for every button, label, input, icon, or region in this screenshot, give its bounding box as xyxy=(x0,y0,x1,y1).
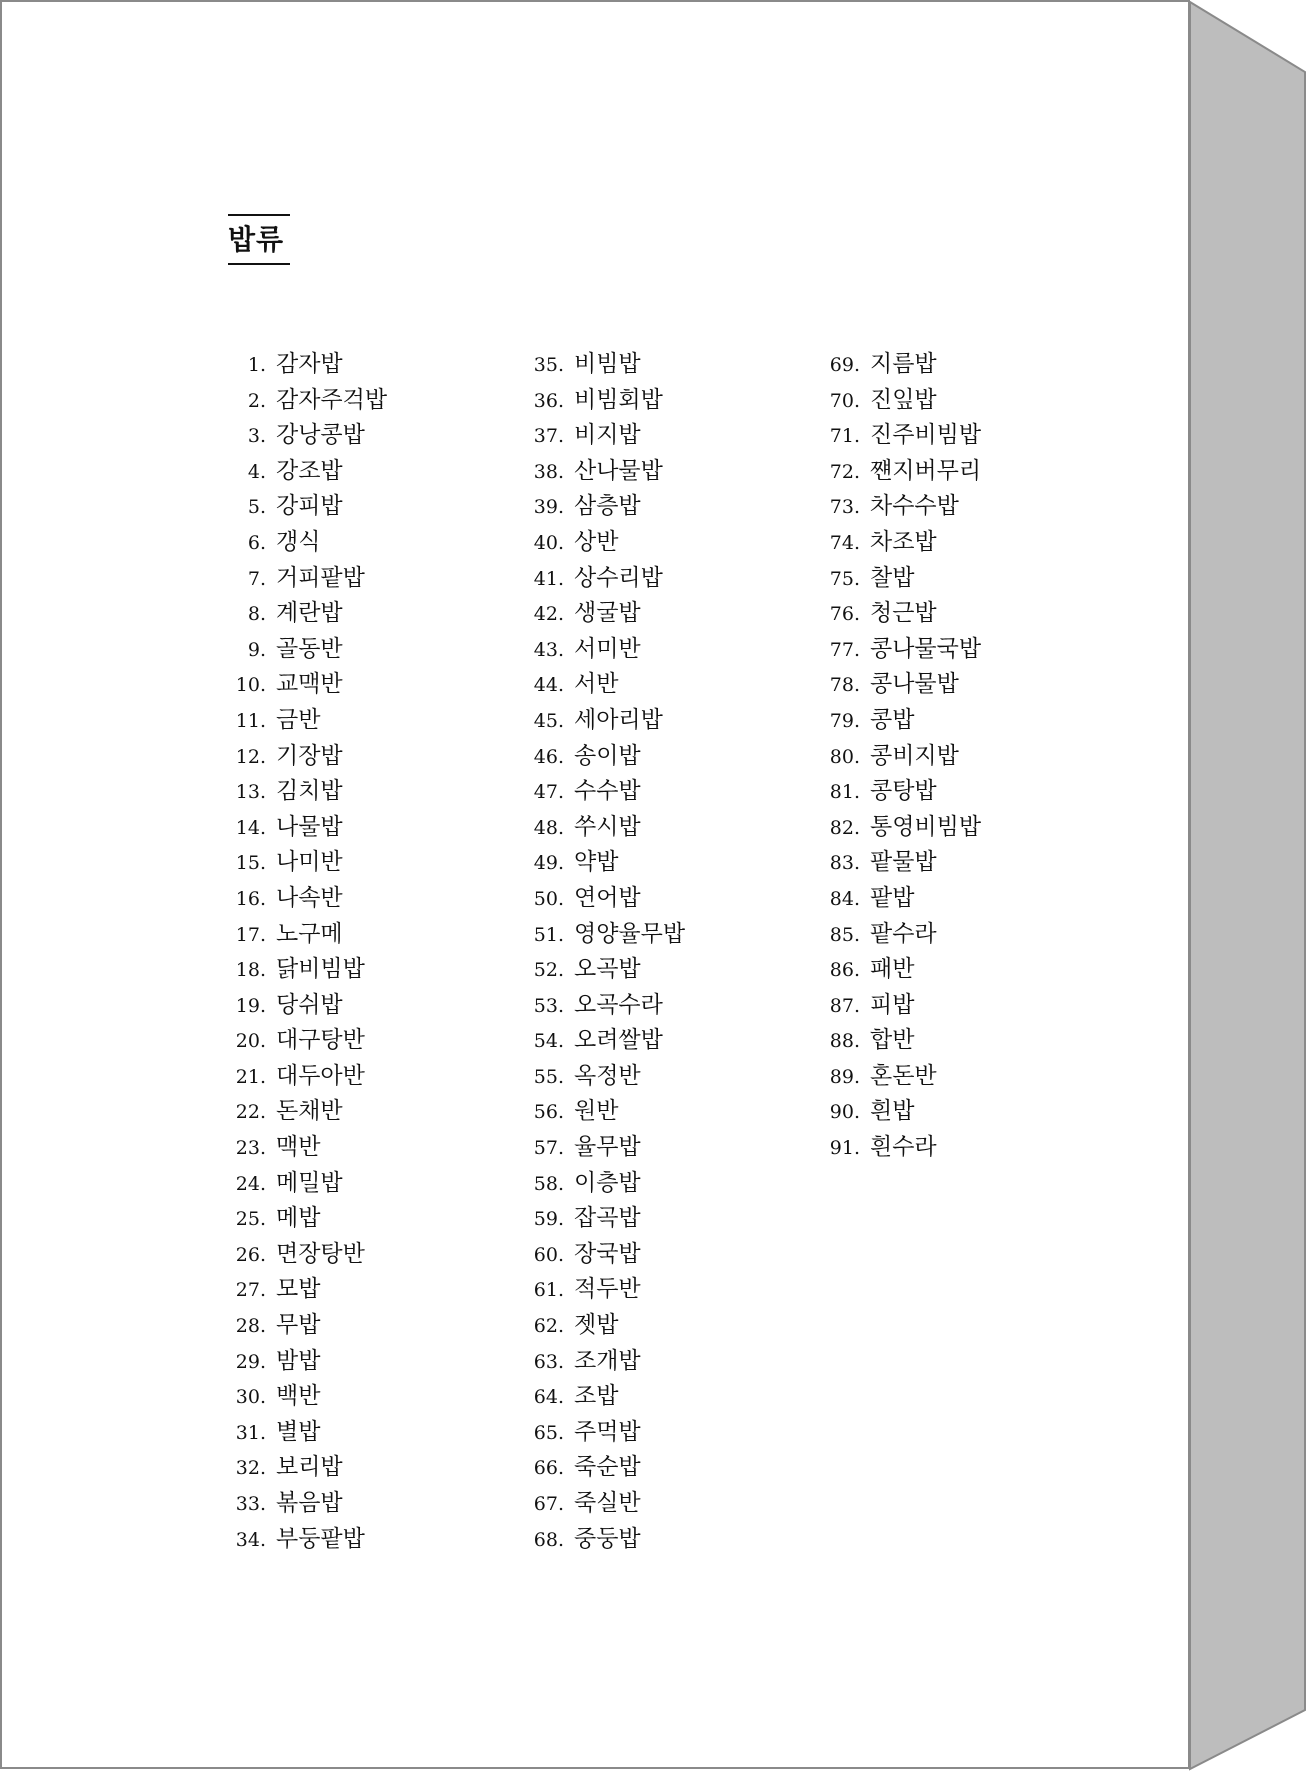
item-number: 13. xyxy=(235,781,266,804)
item-number: 47. xyxy=(533,781,564,804)
item-name: 송이밥 xyxy=(574,742,641,769)
item-number: 22. xyxy=(235,1101,266,1124)
list-item xyxy=(226,774,387,810)
item-name: 김치밥 xyxy=(276,778,343,805)
list-item xyxy=(524,596,685,632)
item-number: 66. xyxy=(533,1457,564,1480)
list-item xyxy=(524,1130,685,1166)
item-name: 적두반 xyxy=(574,1276,641,1303)
list-item xyxy=(524,845,685,881)
list-item xyxy=(820,810,981,846)
item-number: 4. xyxy=(247,460,266,483)
list-item xyxy=(226,1130,387,1166)
item-number: 16. xyxy=(235,887,266,910)
list-item xyxy=(820,1130,981,1166)
list-item xyxy=(820,988,981,1024)
item-name: 돈채반 xyxy=(276,1098,343,1125)
item-name: 흰수라 xyxy=(870,1134,937,1161)
list-item xyxy=(524,1201,685,1237)
item-number: 48. xyxy=(533,816,564,839)
list-item xyxy=(820,881,981,917)
item-number: 88. xyxy=(829,1030,860,1053)
item-name: 젯밥 xyxy=(574,1312,619,1339)
item-number: 77. xyxy=(829,638,860,661)
list-item xyxy=(820,1023,981,1059)
list-item xyxy=(524,1094,685,1130)
item-name: 오곡수라 xyxy=(574,991,663,1018)
item-number: 72. xyxy=(829,460,860,483)
list-item xyxy=(226,1379,387,1415)
list-item xyxy=(226,1201,387,1237)
item-number: 53. xyxy=(533,994,564,1017)
list-item xyxy=(820,383,981,419)
item-number: 74. xyxy=(829,531,860,554)
list-item xyxy=(226,1415,387,1451)
item-number: 46. xyxy=(533,745,564,768)
item-name: 노구메 xyxy=(276,920,343,947)
item-name: 수수밥 xyxy=(574,778,641,805)
item-name: 비빔회밥 xyxy=(574,386,663,413)
item-name: 혼돈반 xyxy=(870,1062,937,1089)
list-item xyxy=(820,632,981,668)
list-item xyxy=(226,1272,387,1308)
item-number: 2. xyxy=(247,389,266,412)
item-number: 75. xyxy=(829,567,860,590)
item-name: 오곡밥 xyxy=(574,956,641,983)
item-number: 38. xyxy=(533,460,564,483)
item-name: 조밥 xyxy=(574,1383,619,1410)
item-number: 89. xyxy=(829,1065,860,1088)
list-item xyxy=(524,489,685,525)
item-name: 합반 xyxy=(870,1027,915,1054)
list-item xyxy=(524,810,685,846)
item-number: 18. xyxy=(235,959,266,982)
item-name: 중둥밥 xyxy=(574,1525,641,1552)
item-name: 메밀밥 xyxy=(276,1169,343,1196)
list-item xyxy=(226,810,387,846)
list-item xyxy=(524,1379,685,1415)
item-name: 통영비빔밥 xyxy=(870,813,982,840)
list-item xyxy=(524,1486,685,1522)
item-number: 32. xyxy=(235,1457,266,1480)
item-name: 감자밥 xyxy=(276,351,343,377)
item-number: 39. xyxy=(533,496,564,519)
item-number: 85. xyxy=(829,923,860,946)
item-number: 42. xyxy=(533,603,564,626)
item-name: 지름밥 xyxy=(870,351,937,377)
list-item xyxy=(524,525,685,561)
list-item xyxy=(524,1522,685,1558)
item-name: 이층밥 xyxy=(574,1169,641,1196)
item-name: 팥물밥 xyxy=(870,849,937,876)
item-number: 64. xyxy=(533,1386,564,1409)
list-item xyxy=(820,1059,981,1095)
section-heading xyxy=(228,214,290,265)
list-item xyxy=(524,632,685,668)
item-name: 영양율무밥 xyxy=(574,920,686,947)
item-name: 패반 xyxy=(870,956,915,983)
item-number: 67. xyxy=(533,1493,564,1515)
item-name: 감자주걱밥 xyxy=(276,386,388,413)
list-item xyxy=(524,739,685,775)
item-name: 쑤시밥 xyxy=(574,813,641,840)
heading-rule-bottom xyxy=(228,263,290,265)
item-number: 28. xyxy=(235,1315,266,1338)
item-number: 65. xyxy=(533,1421,564,1444)
item-name: 상반 xyxy=(574,528,619,555)
item-number: 68. xyxy=(533,1528,564,1551)
item-name: 상수리밥 xyxy=(574,564,663,591)
item-name: 나속반 xyxy=(276,884,343,911)
list-item xyxy=(820,739,981,775)
item-name: 죽실반 xyxy=(574,1490,641,1516)
item-number: 40. xyxy=(533,531,564,554)
item-number: 9. xyxy=(247,638,266,661)
item-number: 15. xyxy=(235,852,266,875)
list-item xyxy=(226,1486,387,1522)
item-number: 58. xyxy=(533,1172,564,1195)
item-name: 삼층밥 xyxy=(574,493,641,520)
item-number: 90. xyxy=(829,1101,860,1124)
item-name: 차조밥 xyxy=(870,528,937,555)
item-name: 쨴지버무리 xyxy=(870,457,982,484)
list-column-1 xyxy=(226,347,387,1557)
item-number: 73. xyxy=(829,496,860,519)
list-column-2 xyxy=(524,347,685,1557)
item-name: 오려쌀밥 xyxy=(574,1027,663,1054)
item-name: 콩탕밥 xyxy=(870,778,937,805)
item-name: 잡곡밥 xyxy=(574,1205,641,1232)
item-name: 면장탕반 xyxy=(276,1240,365,1267)
item-number: 14. xyxy=(235,816,266,839)
item-number: 26. xyxy=(235,1243,266,1266)
list-item xyxy=(226,667,387,703)
item-number: 63. xyxy=(533,1350,564,1373)
item-name: 나미반 xyxy=(276,849,343,876)
list-item xyxy=(524,1272,685,1308)
item-number: 1. xyxy=(247,354,266,376)
item-name: 진잎밥 xyxy=(870,386,937,413)
item-number: 43. xyxy=(533,638,564,661)
item-name: 부둥팥밥 xyxy=(276,1525,365,1552)
item-name: 거피팥밥 xyxy=(276,564,365,591)
item-number: 34. xyxy=(235,1528,266,1551)
item-number: 80. xyxy=(829,745,860,768)
list-item xyxy=(524,988,685,1024)
item-name: 약밥 xyxy=(574,849,619,876)
list-item xyxy=(524,667,685,703)
item-number: 50. xyxy=(533,887,564,910)
item-number: 25. xyxy=(235,1208,266,1231)
list-item xyxy=(524,1308,685,1344)
item-name: 볶음밥 xyxy=(276,1490,343,1516)
list-item xyxy=(524,347,685,383)
item-name: 비지밥 xyxy=(574,422,641,449)
item-name: 강낭콩밥 xyxy=(276,422,365,449)
item-number: 57. xyxy=(533,1137,564,1160)
item-number: 5. xyxy=(247,496,266,519)
item-name: 팥밥 xyxy=(870,884,915,911)
item-number: 19. xyxy=(235,994,266,1017)
item-number: 54. xyxy=(533,1030,564,1053)
item-name: 별밥 xyxy=(276,1418,321,1445)
list-item xyxy=(524,952,685,988)
item-number: 21. xyxy=(235,1065,266,1088)
item-name: 나물밥 xyxy=(276,813,343,840)
item-name: 율무밥 xyxy=(574,1134,641,1161)
item-number: 29. xyxy=(235,1350,266,1373)
item-name: 죽순밥 xyxy=(574,1454,641,1481)
list-item xyxy=(226,1094,387,1130)
item-number: 78. xyxy=(829,674,860,697)
list-item xyxy=(524,774,685,810)
section-title: 밥류 xyxy=(228,223,285,256)
item-number: 71. xyxy=(829,425,860,448)
item-number: 52. xyxy=(533,959,564,982)
item-name: 콩나물국밥 xyxy=(870,635,982,662)
list-item xyxy=(226,1344,387,1380)
list-item xyxy=(226,1023,387,1059)
item-number: 83. xyxy=(829,852,860,875)
item-number: 36. xyxy=(533,389,564,412)
item-name: 무밥 xyxy=(276,1312,321,1339)
list-item xyxy=(820,703,981,739)
item-name: 팥수라 xyxy=(870,920,937,947)
item-name: 흰밥 xyxy=(870,1098,915,1125)
item-number: 60. xyxy=(533,1243,564,1266)
list-item xyxy=(820,952,981,988)
item-number: 44. xyxy=(533,674,564,697)
item-number: 35. xyxy=(533,354,564,376)
item-name: 찰밥 xyxy=(870,564,915,591)
item-name: 금반 xyxy=(276,706,321,733)
item-name: 백반 xyxy=(276,1383,321,1410)
list-item xyxy=(524,1237,685,1273)
list-item xyxy=(524,1415,685,1451)
list-item xyxy=(226,703,387,739)
list-item xyxy=(820,917,981,953)
list-item xyxy=(226,1237,387,1273)
item-name: 청근밥 xyxy=(870,600,937,627)
list-item xyxy=(524,1059,685,1095)
item-name: 대두아반 xyxy=(276,1062,365,1089)
item-number: 49. xyxy=(533,852,564,875)
item-name: 콩나물밥 xyxy=(870,671,959,698)
list-item xyxy=(524,383,685,419)
list-item xyxy=(226,739,387,775)
list-item xyxy=(226,1166,387,1202)
item-number: 8. xyxy=(247,603,266,626)
item-number: 30. xyxy=(235,1386,266,1409)
item-name: 갱식 xyxy=(276,528,321,555)
list-item xyxy=(524,1166,685,1202)
list-item xyxy=(226,347,387,383)
item-number: 17. xyxy=(235,923,266,946)
list-item xyxy=(226,952,387,988)
item-name: 피밥 xyxy=(870,991,915,1018)
item-number: 91. xyxy=(829,1137,860,1160)
item-name: 강피밥 xyxy=(276,493,343,520)
item-name: 골동반 xyxy=(276,635,343,662)
list-item xyxy=(524,881,685,917)
list-item xyxy=(226,1450,387,1486)
item-name: 교맥반 xyxy=(276,671,343,698)
item-number: 55. xyxy=(533,1065,564,1088)
item-number: 79. xyxy=(829,709,860,732)
item-name: 밤밥 xyxy=(276,1347,321,1374)
item-number: 31. xyxy=(235,1421,266,1444)
list-item xyxy=(226,845,387,881)
item-name: 세아리밥 xyxy=(574,706,663,733)
item-name: 생굴밥 xyxy=(574,600,641,627)
item-name: 대구탕반 xyxy=(276,1027,365,1054)
item-name: 콩밥 xyxy=(870,706,915,733)
item-number: 3. xyxy=(247,425,266,448)
item-name: 기장밥 xyxy=(276,742,343,769)
item-name: 맥반 xyxy=(276,1134,321,1161)
item-number: 61. xyxy=(533,1279,564,1302)
item-number: 41. xyxy=(533,567,564,590)
item-name: 연어밥 xyxy=(574,884,641,911)
item-number: 37. xyxy=(533,425,564,448)
list-item xyxy=(820,667,981,703)
list-item xyxy=(226,1522,387,1558)
list-item xyxy=(226,489,387,525)
item-number: 51. xyxy=(533,923,564,946)
list-item xyxy=(226,454,387,490)
item-name: 원반 xyxy=(574,1098,619,1125)
item-number: 27. xyxy=(235,1279,266,1302)
item-name: 조개밥 xyxy=(574,1347,641,1374)
item-name: 강조밥 xyxy=(276,457,343,484)
list-item xyxy=(226,418,387,454)
list-item xyxy=(226,881,387,917)
list-item xyxy=(226,632,387,668)
item-name: 차수수밥 xyxy=(870,493,959,520)
list-item xyxy=(524,1344,685,1380)
item-name: 비빔밥 xyxy=(574,351,641,377)
list-item xyxy=(820,1094,981,1130)
list-item xyxy=(820,347,981,383)
item-name: 보리밥 xyxy=(276,1454,343,1481)
item-name: 계란밥 xyxy=(276,600,343,627)
item-name: 장국밥 xyxy=(574,1240,641,1267)
item-name: 콩비지밥 xyxy=(870,742,959,769)
item-number: 33. xyxy=(235,1493,266,1515)
item-name: 서미반 xyxy=(574,635,641,662)
list-item xyxy=(226,561,387,597)
list-item xyxy=(820,774,981,810)
list-item xyxy=(226,988,387,1024)
item-number: 11. xyxy=(235,709,266,732)
item-number: 24. xyxy=(235,1172,266,1195)
item-number: 10. xyxy=(235,674,266,697)
item-number: 70. xyxy=(829,389,860,412)
list-item xyxy=(820,525,981,561)
item-name: 주먹밥 xyxy=(574,1418,641,1445)
item-number: 82. xyxy=(829,816,860,839)
list-item xyxy=(820,418,981,454)
item-name: 진주비빔밥 xyxy=(870,422,982,449)
item-number: 56. xyxy=(533,1101,564,1124)
list-item xyxy=(820,454,981,490)
item-number: 12. xyxy=(235,745,266,768)
item-number: 62. xyxy=(533,1315,564,1338)
item-name: 닭비빔밥 xyxy=(276,956,365,983)
item-name: 산나물밥 xyxy=(574,457,663,484)
item-name: 당쉬밥 xyxy=(276,991,343,1018)
item-number: 6. xyxy=(247,531,266,554)
list-item xyxy=(226,917,387,953)
list-item xyxy=(820,845,981,881)
item-number: 23. xyxy=(235,1137,266,1160)
list-item xyxy=(226,383,387,419)
item-number: 84. xyxy=(829,887,860,910)
item-number: 76. xyxy=(829,603,860,626)
item-name: 메밥 xyxy=(276,1205,321,1232)
list-item xyxy=(226,525,387,561)
item-name: 옥정반 xyxy=(574,1062,641,1089)
list-item xyxy=(524,1450,685,1486)
item-number: 20. xyxy=(235,1030,266,1053)
list-item xyxy=(820,596,981,632)
item-number: 87. xyxy=(829,994,860,1017)
item-name: 서반 xyxy=(574,671,619,698)
item-number: 86. xyxy=(829,959,860,982)
item-number: 59. xyxy=(533,1208,564,1231)
item-number: 7. xyxy=(247,567,266,590)
list-item xyxy=(820,561,981,597)
list-item xyxy=(524,1023,685,1059)
item-number: 69. xyxy=(829,354,860,376)
list-item xyxy=(524,703,685,739)
list-item xyxy=(524,454,685,490)
list-item xyxy=(524,561,685,597)
list-item xyxy=(524,917,685,953)
list-item xyxy=(524,418,685,454)
list-column-3 xyxy=(820,347,981,1166)
list-item xyxy=(226,1308,387,1344)
list-item xyxy=(226,596,387,632)
item-number: 81. xyxy=(829,781,860,804)
item-name: 모밥 xyxy=(276,1276,321,1303)
list-item xyxy=(820,489,981,525)
list-item xyxy=(226,1059,387,1095)
item-number: 45. xyxy=(533,709,564,732)
